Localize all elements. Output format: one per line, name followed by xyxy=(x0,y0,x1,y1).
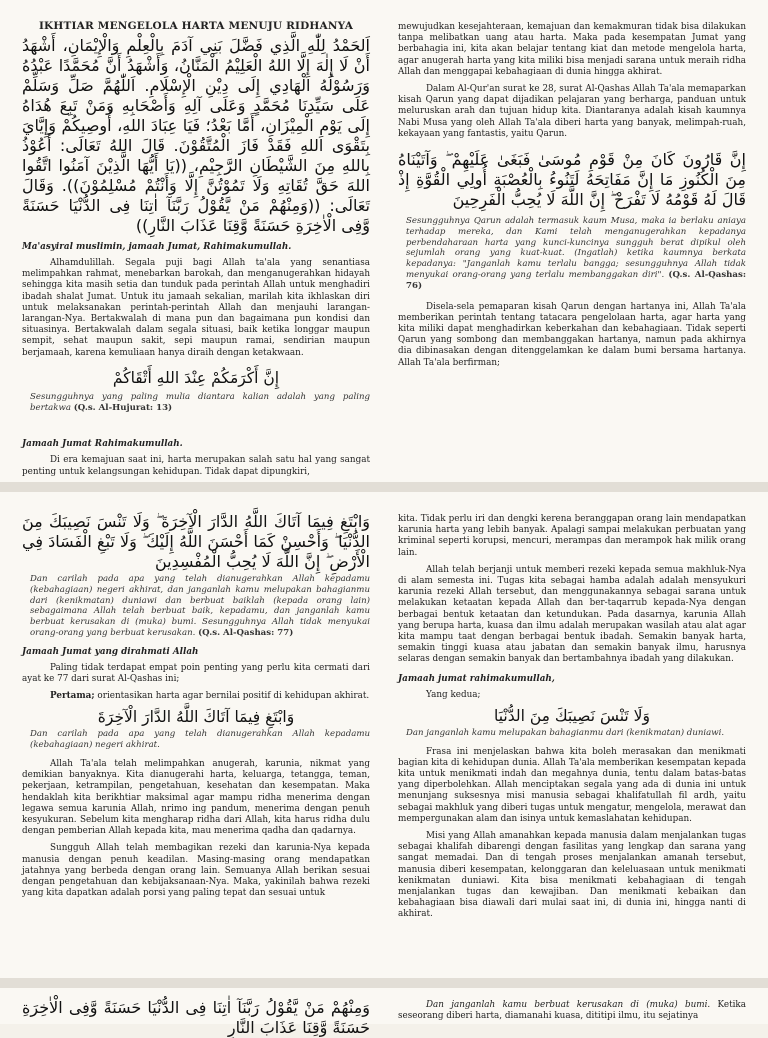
paragraph: mewujudkan kesejahteraan, kemajuan dan kemakmuran tidak bisa dilakukan tanpa melibatkan uang atau harta. Maka pada kesempatan Jumat yang berbahagia ini, kita akan belajar tentang kiat dan metode mengelola harta, agar anugerah harta yang kita miliki bisa menjadi sarana untuk meraih ridha Allah dan menggapai kebahagiaan di dunia hingga akhirat. xyxy=(398,22,746,77)
arabic-verse-qashas-77: وَابْتَغِ فِيمَا آتَاكَ اللَّهُ الدَّارَ الْآخِرَةَ ۖ وَلَا تَنْسَ نَصِيبَكَ مِنَ الدُّنْيَا ۖ وَأَحْسِنْ كَمَا أَحْسَنَ اللَّهُ إِلَيْكَ ۖ وَلَا تَبْغِ الْفَسَادَ فِي الْأَرْضِ ۖ إِنَّ اللَّهَ لَا يُحِبُّ الْمُفْسِدِينَ xyxy=(22,512,370,571)
arabic-opening-prayer: اَلحَمْدُ لِلّٰهِ الَّذِي فَضَّلَ بَنِي آدَمَ بِالْعِلْمِ وَالْإِيْمَانِ، أَشْهَدُ أَنْ لَا إِلٰهَ إِلَّا اللهُ الْعَلِيْمُ الْمَنَّانُ، وَأَشْهَدُ أَنَّ مُحَمَّدًا عَبْدُهُ وَرَسُوْلُهُ الْهَادِي إِلَى دِيْنِ الْإِسْلَامِ. اَللّٰهُمَّ صَلِّ وَسَلِّمْ عَلَى سَيِّدِنَا مُحَمَّدٍ وَعَلَى آلِهِ وَأَصْحَابِهِ وَمَنْ تَبِعَ هُدَاهُ إِلَى يَوْمِ الْمِيْزَانِ، أَمَّا بَعْدُ؛ فَيَا عِبَادَ اللهِ، أُوصِيكُمْ وَإِيَّايَ بِتَقْوَى اللهِ فَقَدْ فَازَ الْمُتَّقُوْنَ. قَالَ اللهُ تَعَالَى: أَعُوْذُ بِاللهِ مِنَ الشَّيْطَانِ الرَّجِيْمِ، ((يَا أَيُّهَا الَّذِيْنَ آمَنُوا اتَّقُوا اللهَ حَقَّ تُقَاتِهِ وَلَا تَمُوْتُنَّ إِلَّا وَأَنْتُمْ مُسْلِمُوْنَ)). وَقَالَ تَعَالَى: ((وَمِنْهُمْ مَنْ يَّقُوْلُ رَبَّنَآ اٰتِنَا فِى الدُّنْيَا حَسَنَةً وَّفِى الْاٰخِرَةِ حَسَنَةً وَّقِنَا عَذَابَ النَّارِ)) xyxy=(22,36,370,235)
page-2 xyxy=(0,492,768,978)
paragraph: Disela-sela pemaparan kisah Qarun dengan hartanya ini, Allah Ta'ala memberikan perintah tentang tatacara pengelolaan harta, agar harta yang kita miliki dapat menghadirkan keberkahan dan kebahagiaan. Tidak seperti Qarun yang sombong dan membanggakan hartanya, namun pada akhirnya dia dibinasakan dengan ditenggelamkan ke dalam bumi bersama hartanya. Allah Ta'ala berfirman; xyxy=(398,301,746,368)
arabic-verse-baqarah: وَمِنْهُمْ مَنْ يَّقُوْلُ رَبَّنَآ اٰتِنَا فِى الدُّنْيَا حَسَنَةً وَّفِى الْاٰخِرَةِ حَسَنَةً وَّقِنَا عَذَابَ النَّارِ xyxy=(22,998,370,1037)
section-heading: Jamaah Jumat yang dirahmati Allah xyxy=(22,646,199,657)
translation-text: Dan carilah pada apa yang telah dianugerahkan Allah kepadamu (kebahagiaan) negeri akhirat, dan janganlah kamu melupakan bahagianmu dari (kenikmatan) duniawi dan berbuat baiklah (kepada orang lain) sebagaimana Allah telah berbuat baik, kepadamu, dan janganlah kamu berbuat kerusakan di (muka) bumi. Sesungguhnya Allah tidak menyukai orang-orang yang berbuat kerusakan. xyxy=(30,574,370,638)
verse-translation xyxy=(398,216,746,292)
paragraph: kita. Tidak perlu iri dan dengki kerena beranggapan orang lain mendapatkan karunia harta yang lebih banyak. Apalagi sampai melakukan perbuatan yang kriminal seperti korupsi, mencuri, merampas dan merampok hak milik orang lain. xyxy=(398,514,746,558)
verse-translation xyxy=(22,392,370,414)
arabic-verse-hujurat: إِنَّ أَكْرَمَكُمْ عِنْدَ اللهِ أَتْقَاكُمْ xyxy=(112,368,280,387)
arabic-verse-excerpt: وَلَا تَنْسَ نَصِيبَكَ مِنَ الدُّنْيَا xyxy=(494,706,650,725)
point-one xyxy=(22,691,370,702)
greeting-heading: Ma'asyiral muslimin, jamaah Jumat, Rahimakumullah. xyxy=(22,242,292,252)
paragraph: Allah Ta'ala telah melimpahkan anugerah, karunia, nikmat yang demikian banyaknya. Kita dianugerahi harta, keluarga, tetangga, teman, pekerjaan, ketrampilan, pengetahuan, kesehatan dan kesempatan. Maka hendaklah kita berikhtiar maksimal agar mampu ridha menerima dengan legawa semua karunia Allah, nrimo ing pandum, menerima dengan penuh kesyukuran. Sebelum kita mengharap ridha dari Allah, kita harus ridha dulu dengan pemberian Allah kepada kita, mau menerima qadha dan qadarnya. xyxy=(22,758,370,837)
translation-text: Sesungguhnya Qarun adalah termasuk kaum Musa, maka ia berlaku aniaya terhadap mereka, dan Kami telah menganugerahkan kepadanya perbendaharaan harta yang kunci-kuncinya sungguh berat dipikul oleh sejumlah orang yang kuat-kuat. (Ingatlah) ketika kaumnya berkata kepadanya: "Janganlah kamu terlalu bangga; sesungguhnya Allah tidak menyukai orang-orang yang terlalu membanggakan diri". xyxy=(406,216,746,281)
verse-reference: (Q.s. Al-Qashas: 76) xyxy=(406,270,746,291)
verse-reference: (Q.s. Al-Qashas: 77) xyxy=(198,627,294,638)
page-divider xyxy=(0,482,768,492)
verse-translation: Dan carilah pada apa yang telah dianugerahkan Allah kepadamu (kebahagiaan) negeri akhirat. xyxy=(30,729,370,751)
paragraph: Misi yang Allah amanahkan kepada manusia dalam menjalankan tugas sebagai khalifah dibarengi dengan fasilitas yang lengkap dan sarana yang sangat memadai. Dan di tengah proses menjalankan amanah tersebut, manusia diberi kesempatan, kelonggaran dan keleluasaan untuk menikmati kenikmatan duniawi. Kita bisa menikmati kebahagiaan di tengah menjalankan tugas dan kewajiban. Dan menikmati kebaikan dan kebahagiaan bisa diawali dari mulai saat ini, di dunia ini, hingga nanti di akhirat. xyxy=(398,831,746,920)
page-3 xyxy=(0,988,768,1037)
paragraph: Paling tidak terdapat empat poin penting yang perlu kita cermati dari ayat ke 77 dari surat Al-Qashas ini; xyxy=(22,662,370,684)
paragraph: Sungguh Allah telah membagikan rezeki dan karunia-Nya kepada manusia dengan penuh keadilan. Masing-masing orang mendapatkan jatahnya yang berbeda dengan orang lain. Semuanya Allah berikan sesuai dengan pengetahuan dan kebijaksanaan-Nya. Maka, yakinilah bahwa rezeki yang kita dapatkan adalah porsi yang paling tepat dan sesuai untuk xyxy=(22,843,370,899)
italic-quote: Dan janganlah kamu berbuat kerusakan di (muka) bumi. xyxy=(426,1000,711,1010)
page1-left-column xyxy=(22,0,370,482)
paragraph: Allah telah berjanji untuk memberi rezeki kepada semua makhluk-Nya di alam semesta ini. Tugas kita sebagai hamba adalah adalah mensyukuri karunia rezeki Allah tersebut, dan menggunakannya sebagai sarana untuk melakukan ketaatan kepada Allah dan ber-taqarrub kepada-Nya dengan berbagai bentuk ketaatan dan ketundukan. Pada dasarnya, karunia Allah yang berupa harta, kuasa dan ilmu adalah merupakan wasilah atau alat agar kita mampu taat dengan berbagai bentuk ibadah. Semakin banyak harta, semakin tinggi kuasa atau jabatan dan semakin banyak ilmu, harusnya selaras dengan semakin banyak dan bertambahnya ibadah yang dilakukan. xyxy=(398,564,746,665)
verse-reference: (Q.s. Al-Hujurat: 13) xyxy=(73,402,173,413)
page3-right-column xyxy=(398,988,746,1024)
paragraph-text: Ketika seseorang diberi harta, diamanahi kuasa, dititipi ilmu, itu sejatinya xyxy=(398,1000,747,1022)
verse-translation xyxy=(22,574,370,639)
point-text: orientasikan harta agar bernilai positif di kehidupan akhirat. xyxy=(94,691,370,702)
paragraph: Frasa ini menjelaskan bahwa kita boleh merasakan dan menikmati bagian kita di kehidupan dunia. Allah Ta'ala memberikan kesempatan kepada kita untuk menikmati indah dan megahnya dunia, tentu dalam batas-batas yang diperbolehkan. Allah menciptakan segala yang ada di dunia ini untuk menunjang suksesnya misi manusia sebagai khalifatullah fil ardh, yaitu sebagai makhluk yang diberi tugas untuk mengatur, mengelola, merawat dan mempergunakan alam dan isinya untuk kemaslahatan kehidupan. xyxy=(398,746,746,824)
paragraph: Alhamdulillah. Segala puji bagi Allah ta'ala yang senantiasa melimpahkan rahmat, menebarkan barokah, dan menganugerahkan hidayah sehingga kita masih setia dan tunduk pada perintah Allah untuk menghadiri ibadah shalat Jumat. Untuk itu jamaah sekalian, marilah kita ikhlaskan diri untuk melaksanakan perintah-perintah Allah dan menjauhi larangan-larangan-Nya. Bertakwalah di mana pun dan bagaimana pun kondisi dan situasinya. Bertakwalah dalam segala situasi, baik ketika longgar maupun sempit, sehat maupun sakit, sepi maupun ramai, sendirian maupun berjamaah, karena kemuliaan hanya diraih dengan ketakwaan. xyxy=(22,258,370,358)
verse-translation: Dan janganlah kamu melupakan bahagianmu dari (kenikmatan) duniawi. xyxy=(406,727,725,738)
page2-left-column xyxy=(22,492,370,978)
point-label: Pertama; xyxy=(50,691,95,702)
page3-left-column xyxy=(22,988,370,1037)
point-two-label: Yang kedua; xyxy=(426,689,481,700)
paragraph: Di era kemajuan saat ini, harta merupakan salah satu hal yang sangat penting untuk kelangsungan kehidupan. Tidak dapat dipungkiri, xyxy=(22,455,370,477)
translation-text: Sesungguhnya yang paling mulia diantara kalian adalah yang paling bertakwa xyxy=(30,391,370,413)
page-divider xyxy=(0,978,768,988)
page-1 xyxy=(0,0,768,482)
arabic-verse-qashas-76: إِنَّ قَارُونَ كَانَ مِنْ قَوْمِ مُوسَىٰ فَبَغَىٰ عَلَيْهِمْ ۖ وَآتَيْنَاهُ مِنَ الْكُنُوزِ مَا إِنَّ مَفَاتِحَهُ لَتَنُوءُ بِالْعُصْبَةِ أُولِي الْقُوَّةِ إِذْ قَالَ لَهُ قَوْمُهُ لَا تَفْرَحْ ۖ إِنَّ اللَّهَ لَا يُحِبُّ الْفَرِحِينَ xyxy=(398,150,746,210)
arabic-verse-excerpt: وَابْتَغِ فِيمَا آتَاكَ اللَّهُ الدَّارَ الْآخِرَةَ xyxy=(97,708,295,727)
page2-right-column xyxy=(398,492,746,978)
paragraph: Dalam Al-Qur'an surat ke 28, surat Al-Qashas Allah Ta'ala memaparkan kisah Qarun yang dapat dijadikan pelajaran yang berharga, panduan untuk meluruskan arah dan tujuan hidup kita. Diantaranya adalah kisah kaumnya Nabi Musa yang oleh Allah Ta'ala diberi harta yang banyak, melimpah-ruah, kekayaan yang fantastis, yaitu Qarun. xyxy=(398,84,746,139)
page1-right-column xyxy=(398,0,746,482)
section-heading: Jamaah jumat rahimakumullah, xyxy=(398,673,555,684)
section-heading: Jamaah Jumat Rahimakumullah. xyxy=(22,439,183,450)
document-title: IKHTIAR MENGELOLA HARTA MENUJU RIDHANYA xyxy=(38,20,354,32)
paragraph xyxy=(398,1000,746,1022)
